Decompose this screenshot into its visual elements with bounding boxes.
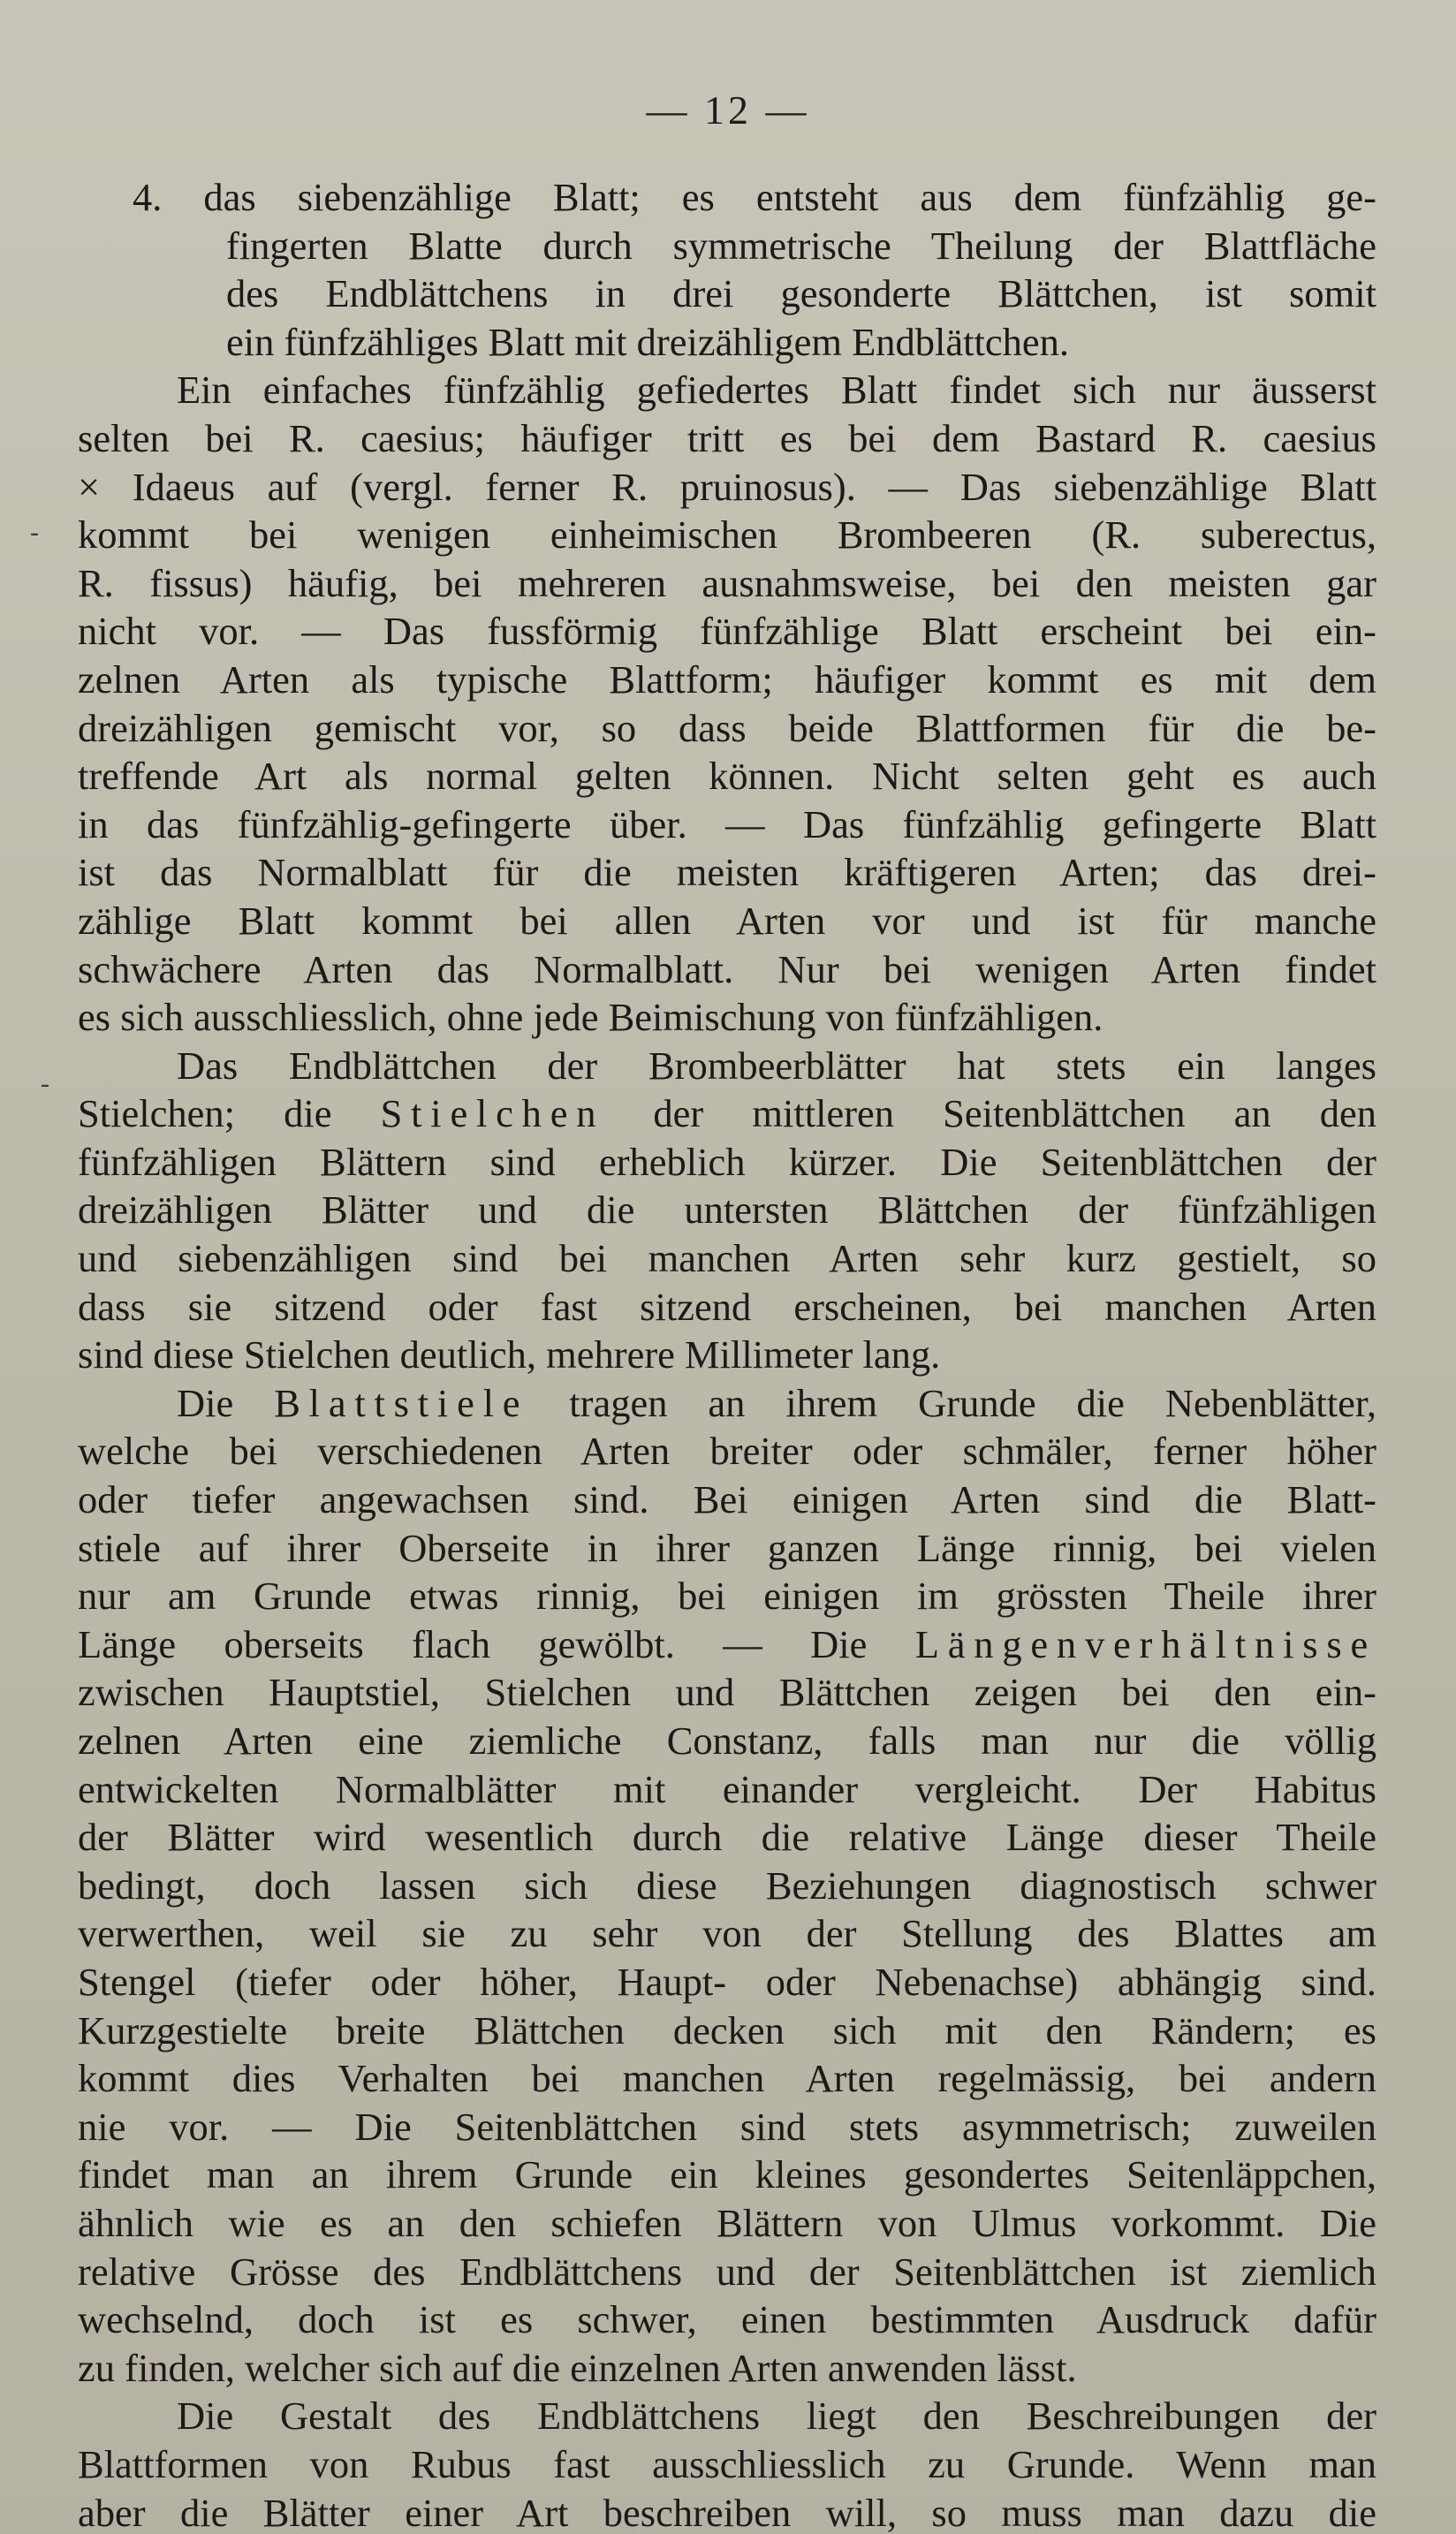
text-line: selten bei R. caesius; häufiger tritt es bei dem Bastard R. caesius <box>78 415 1376 460</box>
text-line: nur am Grunde etwas rinnig, bei einigen im grössten Theile ihrer <box>78 1574 1376 1619</box>
text-line: kommt dies Verhalten bei manchen Arten regelmässig, bei andern <box>78 2056 1376 2101</box>
text-line: Kurzgestielte breite Blättchen decken sich mit den Rändern; es <box>78 2007 1376 2052</box>
text-line: Die Gestalt des Endblättchens liegt den Beschreibungen der <box>177 2394 1376 2439</box>
spaced-emphasis: Stielchen <box>380 1091 605 1136</box>
text-line: wechselnd, doch ist es schwer, einen bestimmten Ausdruck dafür <box>78 2297 1376 2342</box>
text-line: zelnen Arten eine ziemliche Constanz, falls man nur die völlig <box>78 1718 1376 1763</box>
margin-mark: - <box>30 518 39 547</box>
text-line: dass sie sitzend oder fast sitzend erscheinen, bei manchen Arten <box>78 1284 1376 1329</box>
text-line: Stengel (tiefer oder höher, Haupt- oder Nebenachse) abhängig sind. <box>78 1959 1376 2004</box>
text-line: 4. das siebenzählige Blatt; es entsteht aus dem fünfzählig ge- <box>133 175 1376 219</box>
text-line: oder tiefer angewachsen sind. Bei einigen Arten sind die Blatt- <box>78 1477 1376 1522</box>
text-line: kommt bei wenigen einheimischen Brombeeren (R. suberectus, <box>78 512 1376 558</box>
body-text <box>78 173 1376 2534</box>
text-line: ähnlich wie es an den schiefen Blättern von Ulmus vorkommt. Die <box>78 2200 1376 2245</box>
text-line: verwerthen, weil sie zu sehr von der Stellung des Blattes am <box>78 1911 1376 1956</box>
text-line: fünfzähligen Blättern sind erheblich kürzer. Die Seitenblättchen der <box>78 1139 1376 1184</box>
text-line: entwickelten Normalblätter mit einander vergleicht. Der Habitus <box>78 1766 1376 1811</box>
text-line: welche bei verschiedenen Arten breiter oder schmäler, ferner höher <box>78 1429 1376 1474</box>
text-line: Das Endblättchen der Brombeerblätter hat stets ein langes <box>177 1043 1376 1088</box>
text-line: nie vor. — Die Seitenblättchen sind stets asymmetrisch; zuweilen <box>78 2104 1376 2149</box>
text-segment: tragen an ihrem Grunde die Nebenblätter, <box>528 1380 1376 1425</box>
text-line <box>78 1620 1376 1669</box>
text-line: fingerten Blatte durch symmetrische Theilung der Blattfläche <box>226 223 1376 268</box>
text-line: Ein einfaches fünfzählig gefiedertes Blatt findet sich nur äusserst <box>177 368 1376 413</box>
text-line: R. fissus) häufig, bei mehreren ausnahmsweise, bei den meisten gar <box>78 560 1376 605</box>
text-line: ein fünfzähliges Blatt mit dreizähligem Endblättchen. <box>226 319 1069 364</box>
text-line: sind diese Stielchen deutlich, mehrere Millimeter lang. <box>78 1332 941 1377</box>
text-line: dreizähligen gemischt vor, so dass beide Blattformen für die be- <box>78 705 1376 750</box>
text-line: dreizähligen Blätter und die untersten Blättchen der fünfzähligen <box>78 1187 1376 1233</box>
spaced-emphasis: Blattstiele <box>274 1380 529 1425</box>
text-line: es sich ausschliesslich, ohne jede Beimischung von fünfzähligen. <box>78 995 1103 1040</box>
text-line: aber die Blätter einer Art beschreiben will, so muss man dazu die <box>78 2490 1376 2534</box>
text-line: zwischen Hauptstiel, Stielchen und Blättchen zeigen bei den ein- <box>78 1670 1376 1715</box>
text-segment: Länge oberseits flach gewölbt. — Die <box>78 1621 915 1666</box>
text-segment: Die <box>177 1380 275 1425</box>
text-line: relative Grösse des Endblättchens und der Seitenblättchen ist ziemlich <box>78 2249 1376 2294</box>
text-line: stiele auf ihrer Oberseite in ihrer ganzen Länge rinnig, bei vielen <box>78 1525 1376 1570</box>
text-line: des Endblättchens in drei gesonderte Blättchen, ist somit <box>226 271 1376 316</box>
text-line: zelnen Arten als typische Blattform; häufiger kommt es mit dem <box>78 656 1376 702</box>
text-line: × Idaeus auf (vergl. ferner R. pruinosus). — Das siebenzählige Blatt <box>78 464 1376 509</box>
text-line: findet man an ihrem Grunde ein kleines gesondertes Seitenläppchen, <box>78 2152 1376 2197</box>
margin-mark: - <box>41 1069 49 1098</box>
text-line: schwächere Arten das Normalblatt. Nur bei wenigen Arten findet <box>78 946 1376 991</box>
spaced-emphasis: Längenverhältnisse <box>914 1621 1376 1666</box>
text-line: nicht vor. — Das fussförmig fünfzählige Blatt erscheint bei ein- <box>78 609 1376 654</box>
text-line: treffende Art als normal gelten können. Nicht selten geht es auch <box>78 754 1376 799</box>
text-line: ist das Normalblatt für die meisten kräftigeren Arten; das drei- <box>78 850 1376 895</box>
text-line <box>78 1089 1376 1138</box>
text-line: und siebenzähligen sind bei manchen Arten sehr kurz gestielt, so <box>78 1236 1376 1281</box>
text-line: Blattformen von Rubus fast ausschliesslich zu Grunde. Wenn man <box>78 2441 1376 2486</box>
text-line: zu finden, welcher sich auf die einzelnen Arten anwenden lässt. <box>78 2345 1077 2390</box>
text-segment: Stielchen; die <box>78 1091 381 1136</box>
text-line: in das fünfzählig-gefingerte über. — Das fünfzählig gefingerte Blatt <box>78 801 1376 846</box>
text-segment: der mittleren Seitenblättchen an den <box>604 1091 1376 1136</box>
text-line: bedingt, doch lassen sich diese Beziehungen diagnostisch schwer <box>78 1863 1376 1908</box>
page-number: — 12 — <box>646 87 810 133</box>
text-line: zählige Blatt kommt bei allen Arten vor und ist für manche <box>78 898 1376 943</box>
text-line <box>78 1379 1376 1428</box>
text-line: der Blätter wird wesentlich durch die relative Länge dieser Theile <box>78 1815 1376 1860</box>
